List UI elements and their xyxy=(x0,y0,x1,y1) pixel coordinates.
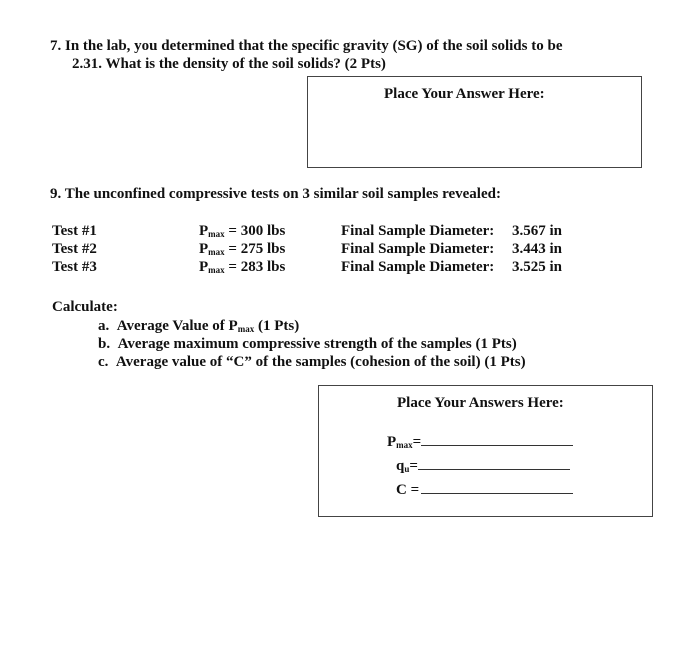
c-answer-line[interactable] xyxy=(421,492,573,494)
test-pmax: $P_{max} = 275$ lbs xyxy=(199,241,286,257)
q7-line1: 7. In the lab, you determined that the specific gravity (SG) of the soil solids to be xyxy=(50,38,563,54)
q7-answer-box[interactable] xyxy=(307,76,642,168)
test-name: Test #2 xyxy=(52,241,97,257)
qu-answer-line[interactable] xyxy=(418,468,570,470)
test-pmax: $P_{max} = 283$ lbs xyxy=(199,259,286,275)
test-diameter-label: Final Sample Diameter: xyxy=(341,223,495,239)
q7-answer-label: Place Your Answer Here: xyxy=(384,86,545,102)
q9-answers-label: Place Your Answers Here: xyxy=(397,395,564,411)
test-diameter-value: 3.567 in xyxy=(512,223,563,239)
test-name: Test #1 xyxy=(52,223,97,239)
test-diameter-label: Final Sample Diameter: xyxy=(341,241,495,257)
test-diameter-value: 3.443 in xyxy=(512,241,563,257)
test-name: Test #3 xyxy=(52,259,97,275)
q7-line2: 2.31. What is the density of the soil solids? (2 Pts) xyxy=(72,56,386,72)
q9-answers-box[interactable] xyxy=(318,385,653,517)
pmax-answer-field[interactable]: $P_{max}=$ xyxy=(387,434,573,451)
qu-answer-field[interactable]: $q_u=$ xyxy=(396,458,570,475)
test-diameter-value: 3.525 in xyxy=(512,259,563,275)
calc-item-a: a. Average Value of $P_{max}$ (1 Pts) xyxy=(98,318,300,334)
test-pmax: $P_{max} = 300$ lbs xyxy=(199,223,286,239)
calc-item-c: c. Average value of “C” of the samples (cohesion of the soil) (1 Pts) xyxy=(98,354,526,370)
calculate-heading: Calculate: xyxy=(52,299,118,315)
q9-intro: 9. The unconfined compressive tests on 3 similar soil samples revealed: xyxy=(50,186,501,202)
calc-item-b: b. Average maximum compressive strength of the samples (1 Pts) xyxy=(98,336,517,352)
test-diameter-label: Final Sample Diameter: xyxy=(341,259,495,275)
c-answer-field[interactable]: C = xyxy=(396,482,573,499)
pmax-answer-line[interactable] xyxy=(421,444,573,446)
